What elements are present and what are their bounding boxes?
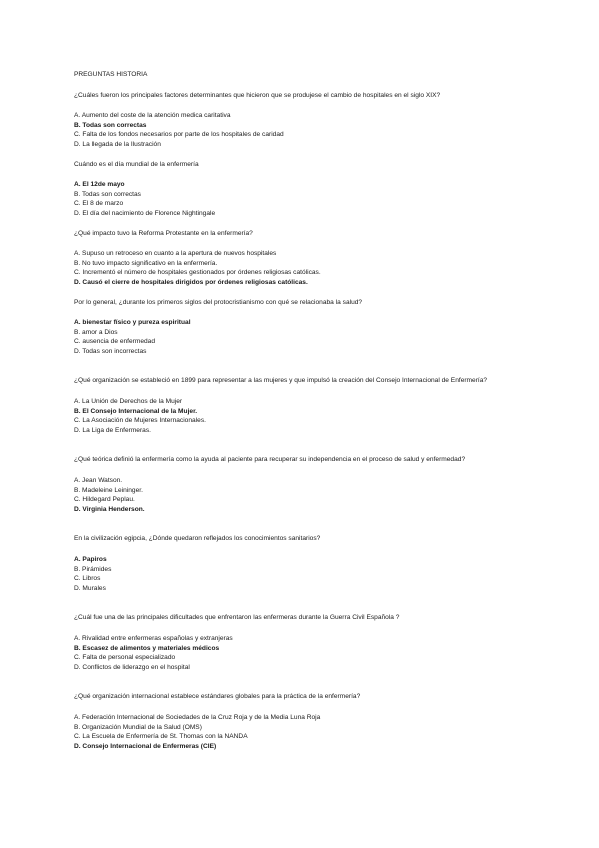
- answer-option-correct: D. Causó el cierre de hospitales dirigidos por órdenes religiosas católicas.: [74, 278, 308, 286]
- question-block: [74, 692, 574, 751]
- option-list: [74, 249, 574, 287]
- option-list: [74, 397, 574, 435]
- question-text: ¿Cuáles fueron los principales factores determinantes que hicieron que se produjese el cambio de hospitales en el siglo XIX?: [74, 91, 441, 99]
- answer-option: C. El 8 de marzo: [74, 200, 124, 208]
- question-text: ¿Cuál fue una de las principales dificultades que enfrentaron las enfermeras durante la Guerra Civil Española ?: [74, 614, 400, 622]
- option-list: [74, 555, 574, 593]
- answer-option: C. Falta de personal especializado: [74, 654, 176, 662]
- question-text: En la civilización egipcia, ¿Dónde quedaron reflejados los conocimientos sanitarios?: [74, 535, 321, 543]
- answer-option-correct: A. El 12de mayo: [74, 181, 125, 189]
- answer-option: B. amor a Dios: [74, 328, 118, 336]
- answer-option: A. Supuso un retroceso en cuanto a la apertura de nuevos hospitales: [74, 250, 277, 258]
- answer-option-correct: B. Escasez de alimentos y materiales médicos: [74, 644, 220, 652]
- document-title: PREGUNTAS HISTORIA: [74, 71, 148, 78]
- question-block: [74, 376, 574, 435]
- answer-option: C. Incrementó el número de hospitales gestionados por órdenes religiosas católicas.: [74, 269, 321, 277]
- question-block: [74, 613, 574, 672]
- option-list: [74, 713, 574, 751]
- answer-option-correct: A. bienestar físico y pureza espiritual: [74, 319, 191, 327]
- question-block: [74, 91, 574, 150]
- answer-option: B. Organización Mundial de la Salud (OMS): [74, 723, 202, 731]
- answer-option: C. Hildegard Peplau.: [74, 496, 135, 504]
- answer-option: B. Todas son correctas: [74, 190, 141, 198]
- answer-option: C. La Asociación de Mujeres Internacionales.: [74, 417, 206, 425]
- question-block: [74, 298, 574, 357]
- question-text: ¿Qué organización internacional establece estándares globales para la práctica de la enfermería?: [74, 693, 361, 701]
- question-block: [74, 534, 574, 593]
- option-list: [74, 476, 574, 514]
- option-list: [74, 318, 574, 356]
- question-text: Por lo general, ¿durante los primeros siglos del protocristianismo con qué se relacionaba la salud?: [74, 298, 363, 306]
- answer-option-correct: D. Consejo Internacional de Enfermeras (CIE): [74, 742, 217, 750]
- question-list: [74, 91, 574, 752]
- answer-option: C. La Escuela de Enfermería de St. Thomas con la NANDA: [74, 733, 248, 741]
- answer-option: D. La Liga de Enfermeras.: [74, 426, 151, 434]
- answer-option: D. Todas son incorrectas: [74, 347, 147, 355]
- question-block: [74, 160, 574, 219]
- answer-option: B. Madeleine Leininger.: [74, 486, 143, 494]
- answer-option: D. El día del nacimiento de Florence Nightingale: [74, 209, 216, 217]
- question-text: ¿Qué organización se estableció en 1899 para representar a las mujeres y que impulsó la creación del Consejo Internacional de Enfermería?: [74, 377, 488, 385]
- question-text: Cuándo es el día mundial de la enfermería: [74, 160, 199, 168]
- answer-option: B. Pirámides: [74, 565, 112, 573]
- answer-option: A. La Unión de Derechos de la Mujer: [74, 398, 183, 406]
- answer-option: A. Rivalidad entre enfermeras españolas y extranjeras: [74, 634, 233, 642]
- option-list: [74, 634, 574, 672]
- option-list: [74, 111, 574, 149]
- answer-option: D. Murales: [74, 584, 106, 592]
- question-text: ¿Qué impacto tuvo la Reforma Protestante en la enfermería?: [74, 229, 253, 237]
- answer-option: C. Falta de los fondos necesarios por parte de los hospitales de caridad: [74, 131, 284, 139]
- answer-option-correct: B. Todas son correctas: [74, 121, 147, 129]
- answer-option-correct: D. Virginia Henderson.: [74, 505, 145, 513]
- question-block: [74, 229, 574, 288]
- option-list: [74, 180, 574, 218]
- answer-option: A. Aumento del coste de la atención medica caritativa: [74, 112, 231, 120]
- answer-option-correct: B. El Consejo Internacional de la Mujer.: [74, 407, 198, 415]
- answer-option: C. Libros: [74, 575, 101, 583]
- question-text: ¿Qué teórica definió la enfermería como la ayuda al paciente para recuperar su independencia en el proceso de salud y enfermedad?: [74, 456, 466, 464]
- answer-option: D. La llegada de la Ilustración: [74, 140, 161, 148]
- question-block: [74, 455, 574, 514]
- document-body: [74, 70, 574, 761]
- answer-option: D. Conflictos de liderazgo en el hospital: [74, 663, 190, 671]
- answer-option: A. Jean Watson.: [74, 477, 123, 485]
- answer-option: A. Federación Internacional de Sociedades de la Cruz Roja y de la Media Luna Roja: [74, 713, 321, 721]
- answer-option: C. ausencia de enfermedad: [74, 338, 156, 346]
- answer-option: B. No tuvo impacto significativo en la enfermería.: [74, 259, 218, 267]
- answer-option-correct: A. Papiros: [74, 556, 107, 563]
